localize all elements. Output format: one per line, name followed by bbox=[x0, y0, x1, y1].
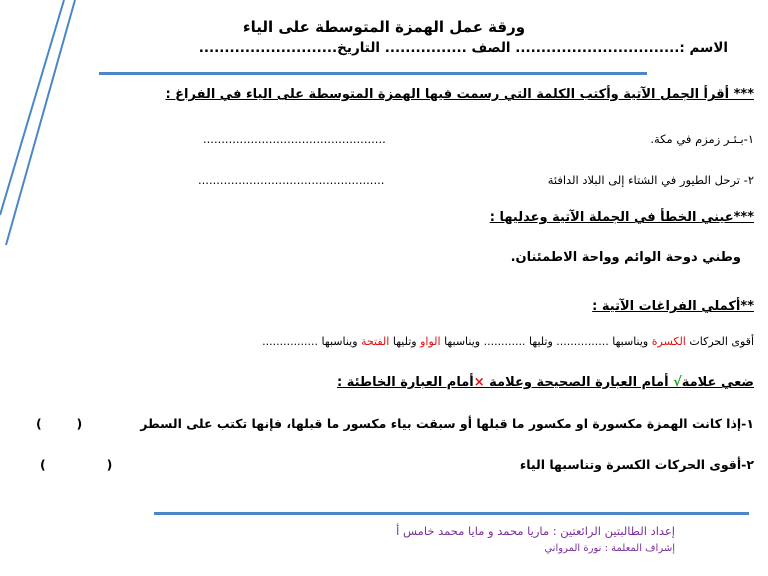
fill-text-4: ويناسبها ................ bbox=[262, 335, 358, 348]
cross-mark-icon: × bbox=[473, 375, 485, 390]
word-kasra: الكسرة bbox=[651, 335, 686, 348]
fill-text-3: وتليها bbox=[392, 335, 417, 348]
heading4-part1: ضعي علامة bbox=[681, 375, 754, 390]
section2-heading: ***عيني الخطأ في الجملة الآتية وعدليها : bbox=[489, 210, 754, 225]
heading4-part3: أمام العبارة الخاطئة : bbox=[336, 375, 474, 390]
check-mark-icon: √ bbox=[673, 375, 682, 390]
question2-answer-blank[interactable]: ................................................... bbox=[198, 173, 385, 187]
fill-text-2: ويناسبها ............... وتليها ............ ويناسبها bbox=[444, 335, 649, 348]
teacher-supervision: إشراف المعلمة : نورة المرواني bbox=[544, 543, 675, 554]
section4-heading bbox=[337, 375, 754, 390]
footer-divider bbox=[154, 512, 749, 515]
question1-text: ١-بـئـر زمزم في مكة. bbox=[650, 132, 754, 146]
section3-heading: **أكملي الفراغات الآتية : bbox=[592, 299, 754, 314]
fill-text-1: أقوى الحركات bbox=[689, 335, 754, 348]
statement2-answer-box[interactable]: ( ) bbox=[40, 457, 113, 472]
student-info-line: الاسم :................................ الصف ................ التاريخ........................... bbox=[198, 40, 728, 56]
word-waw: الواو bbox=[420, 335, 441, 348]
prepared-by: إعداد الطالبتين الرائعتين : ماريا محمد و مايا محمد خامس أ bbox=[396, 524, 675, 538]
statement1-answer-box[interactable]: ( ) bbox=[36, 416, 83, 431]
fill-in-line bbox=[262, 335, 754, 348]
word-fatha: الفتحة bbox=[361, 335, 390, 348]
statement1-text: ١-إذا كانت الهمزة مكسورة او مكسور ما قبلها أو سبقت بياء مكسور ما قبلها، فإنها تكتب على السطر bbox=[140, 416, 754, 431]
error-sentence: وطني دوحة الوائم وواحة الاطمئنان. bbox=[510, 250, 741, 265]
header-divider bbox=[99, 72, 647, 75]
heading4-part2: أمام العبارة الصحيحة وعلامة bbox=[489, 375, 669, 390]
page-title: ورقة عمل الهمزة المتوسطة على الياء bbox=[242, 18, 526, 36]
question1-answer-blank[interactable]: .................................................. bbox=[203, 132, 386, 146]
statement2-text: ٢-أقوى الحركات الكسرة وتناسبها الياء bbox=[519, 457, 754, 472]
question2-text: ٢- ترحل الطيور في الشتاء إلى البلاد الدافئة bbox=[547, 173, 754, 187]
section1-heading: *** أقرأ الجمل الآتية وأكتب الكلمة التي رسمت فيها الهمزة المتوسطة على الياء في الفراغ : bbox=[165, 87, 754, 102]
corner-decoration bbox=[0, 0, 90, 260]
